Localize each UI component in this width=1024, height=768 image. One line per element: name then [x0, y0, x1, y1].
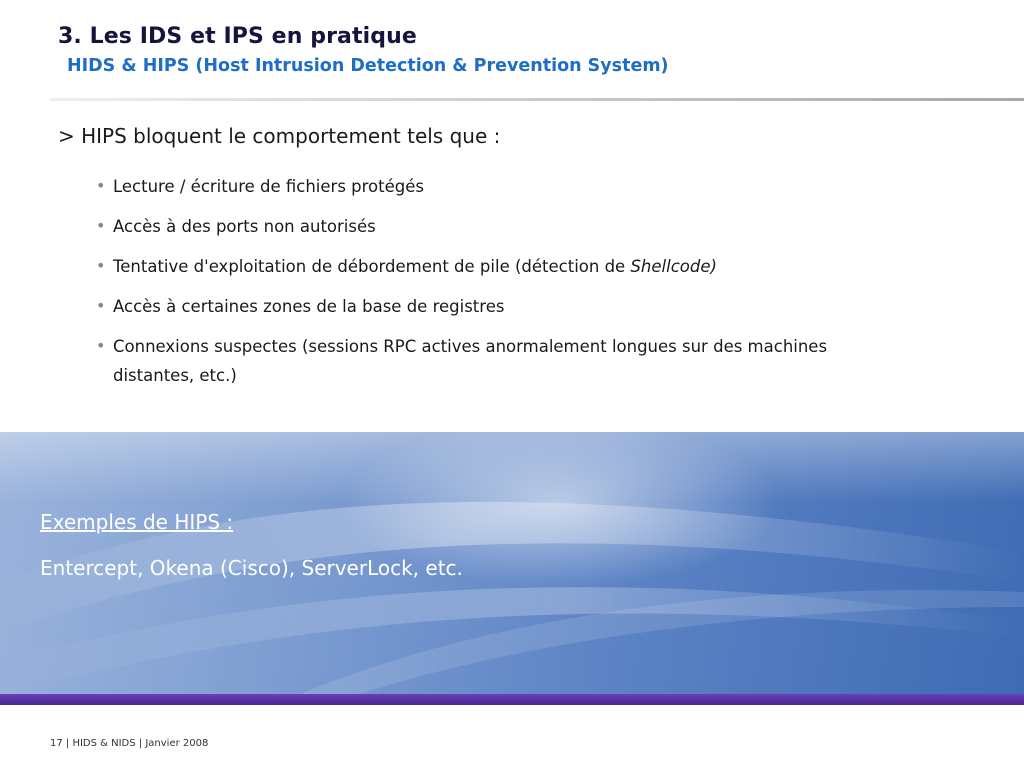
examples-text: Entercept, Okena (Cisco), ServerLock, etc.	[40, 556, 463, 580]
bullet-dot-icon: •	[96, 176, 106, 195]
bullet-text: Tentative d'exploitation de débordement de pile (détection de	[113, 257, 631, 276]
slide-title: 3. Les IDS et IPS en pratique	[58, 24, 417, 49]
footer-text: 17 | HIDS & NIDS | Janvier 2008	[50, 738, 209, 749]
bullet-text: Connexions suspectes (sessions RPC actives anormalement longues sur des machines distantes, etc.)	[113, 337, 828, 385]
examples-heading: Exemples de HIPS :	[40, 510, 234, 534]
bullet-list	[96, 172, 896, 401]
bullet-item	[96, 292, 896, 321]
slide-subtitle: HIDS & HIPS (Host Intrusion Detection & Prevention System)	[67, 56, 669, 76]
banner-bottom-stripe	[0, 694, 1024, 705]
bullet-text: Accès à des ports non autorisés	[113, 217, 376, 236]
bullet-item	[96, 172, 896, 201]
bullet-item	[96, 252, 896, 281]
title-divider	[50, 98, 1024, 101]
intro-line: > HIPS bloquent le comportement tels que :	[58, 124, 501, 148]
bullet-emphasis: Shellcode)	[630, 257, 717, 276]
bullet-dot-icon: •	[96, 296, 106, 315]
bullet-dot-icon: •	[96, 216, 106, 235]
bullet-item	[96, 212, 896, 241]
bullet-text: Accès à certaines zones de la base de registres	[113, 297, 505, 316]
bullet-dot-icon: •	[96, 256, 106, 275]
bullet-dot-icon: •	[96, 336, 106, 355]
bullet-text: Lecture / écriture de fichiers protégés	[113, 177, 424, 196]
bullet-item	[96, 332, 896, 390]
